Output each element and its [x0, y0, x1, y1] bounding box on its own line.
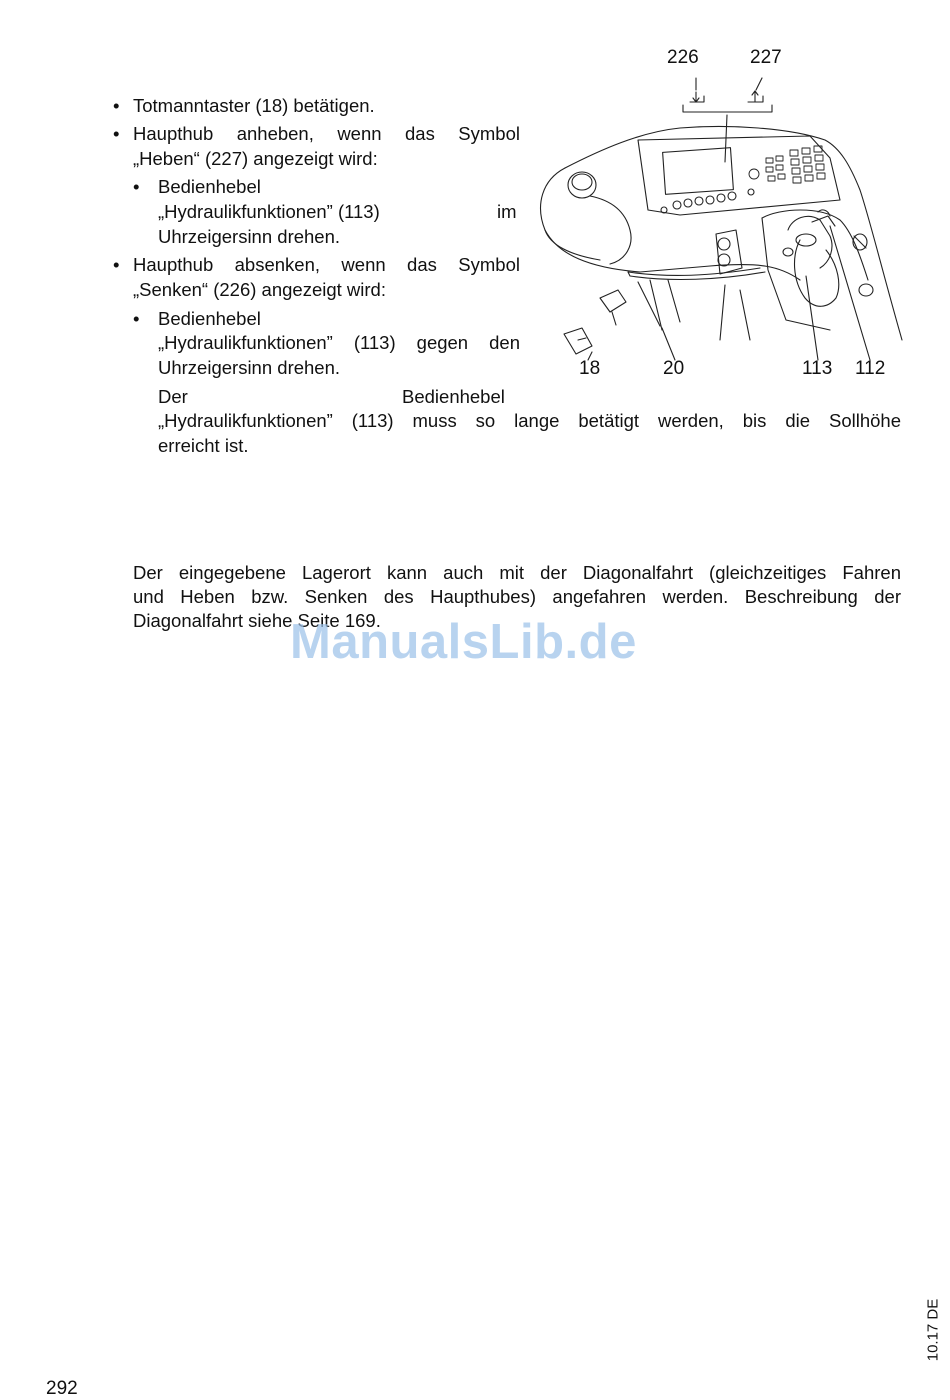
substep-raise-line3: Uhrzeigersinn drehen.: [158, 226, 341, 247]
lower-symbol-icon: [690, 92, 704, 102]
step-lower-line1: Haupthub absenken, wenn das Symbol: [133, 254, 520, 275]
step-press-deadman: Totmanntaster (18) betätigen.: [133, 95, 375, 116]
callout-18: 18: [579, 358, 601, 379]
substep-lower-line1: Bedienhebel: [158, 308, 261, 329]
substep-raise-line2-end: im: [497, 201, 517, 222]
continuation-line2: „Hydraulikfunktionen” (113) muss so lange betätigt werden, bis die Sollhöhe: [158, 410, 901, 431]
raise-symbol-icon: [748, 91, 763, 102]
bullet-mark: •: [113, 123, 120, 144]
callout-227: 227: [750, 47, 782, 68]
version-label: 10.17 DE: [924, 1298, 942, 1362]
bullet-mark: •: [133, 308, 140, 329]
bullet-mark: •: [133, 176, 140, 197]
bullet-mark: •: [113, 95, 120, 116]
callout-112: 112: [855, 358, 886, 379]
step-raise-line2: „Heben“ (227) angezeigt wird:: [133, 148, 378, 169]
substep-lower-line2: „Hydraulikfunktionen” (113) gegen den: [158, 332, 520, 353]
note-line3: Diagonalfahrt siehe Seite 169.: [133, 610, 381, 631]
substep-lower-line3: Uhrzeigersinn drehen.: [158, 357, 341, 378]
console-drawing: [530, 40, 910, 385]
watermark-logo: ManualsLib.de: [290, 615, 637, 669]
continuation-line1-end: Bedienhebel: [402, 386, 505, 407]
callout-226: 226: [667, 47, 699, 68]
step-lower-line2: „Senken“ (226) angezeigt wird:: [133, 279, 386, 300]
page-number: 292: [46, 1378, 78, 1399]
callout-113: 113: [802, 358, 833, 379]
console-figure: [530, 40, 910, 385]
note-line2: und Heben bzw. Senken des Haupthubes) angefahren werden. Beschreibung der: [133, 586, 901, 607]
substep-raise-line1: Bedienhebel: [158, 176, 261, 197]
continuation-line3: erreicht ist.: [158, 435, 249, 456]
note-line1: Der eingegebene Lagerort kann auch mit der Diagonalfahrt (gleichzeitiges Fahren: [133, 562, 901, 583]
substep-raise-line2: „Hydraulikfunktionen” (113): [158, 201, 380, 222]
bullet-mark: •: [113, 254, 120, 275]
callout-20: 20: [663, 358, 685, 379]
step-raise-line1: Haupthub anheben, wenn das Symbol: [133, 123, 520, 144]
continuation-line1-start: Der: [158, 386, 188, 407]
